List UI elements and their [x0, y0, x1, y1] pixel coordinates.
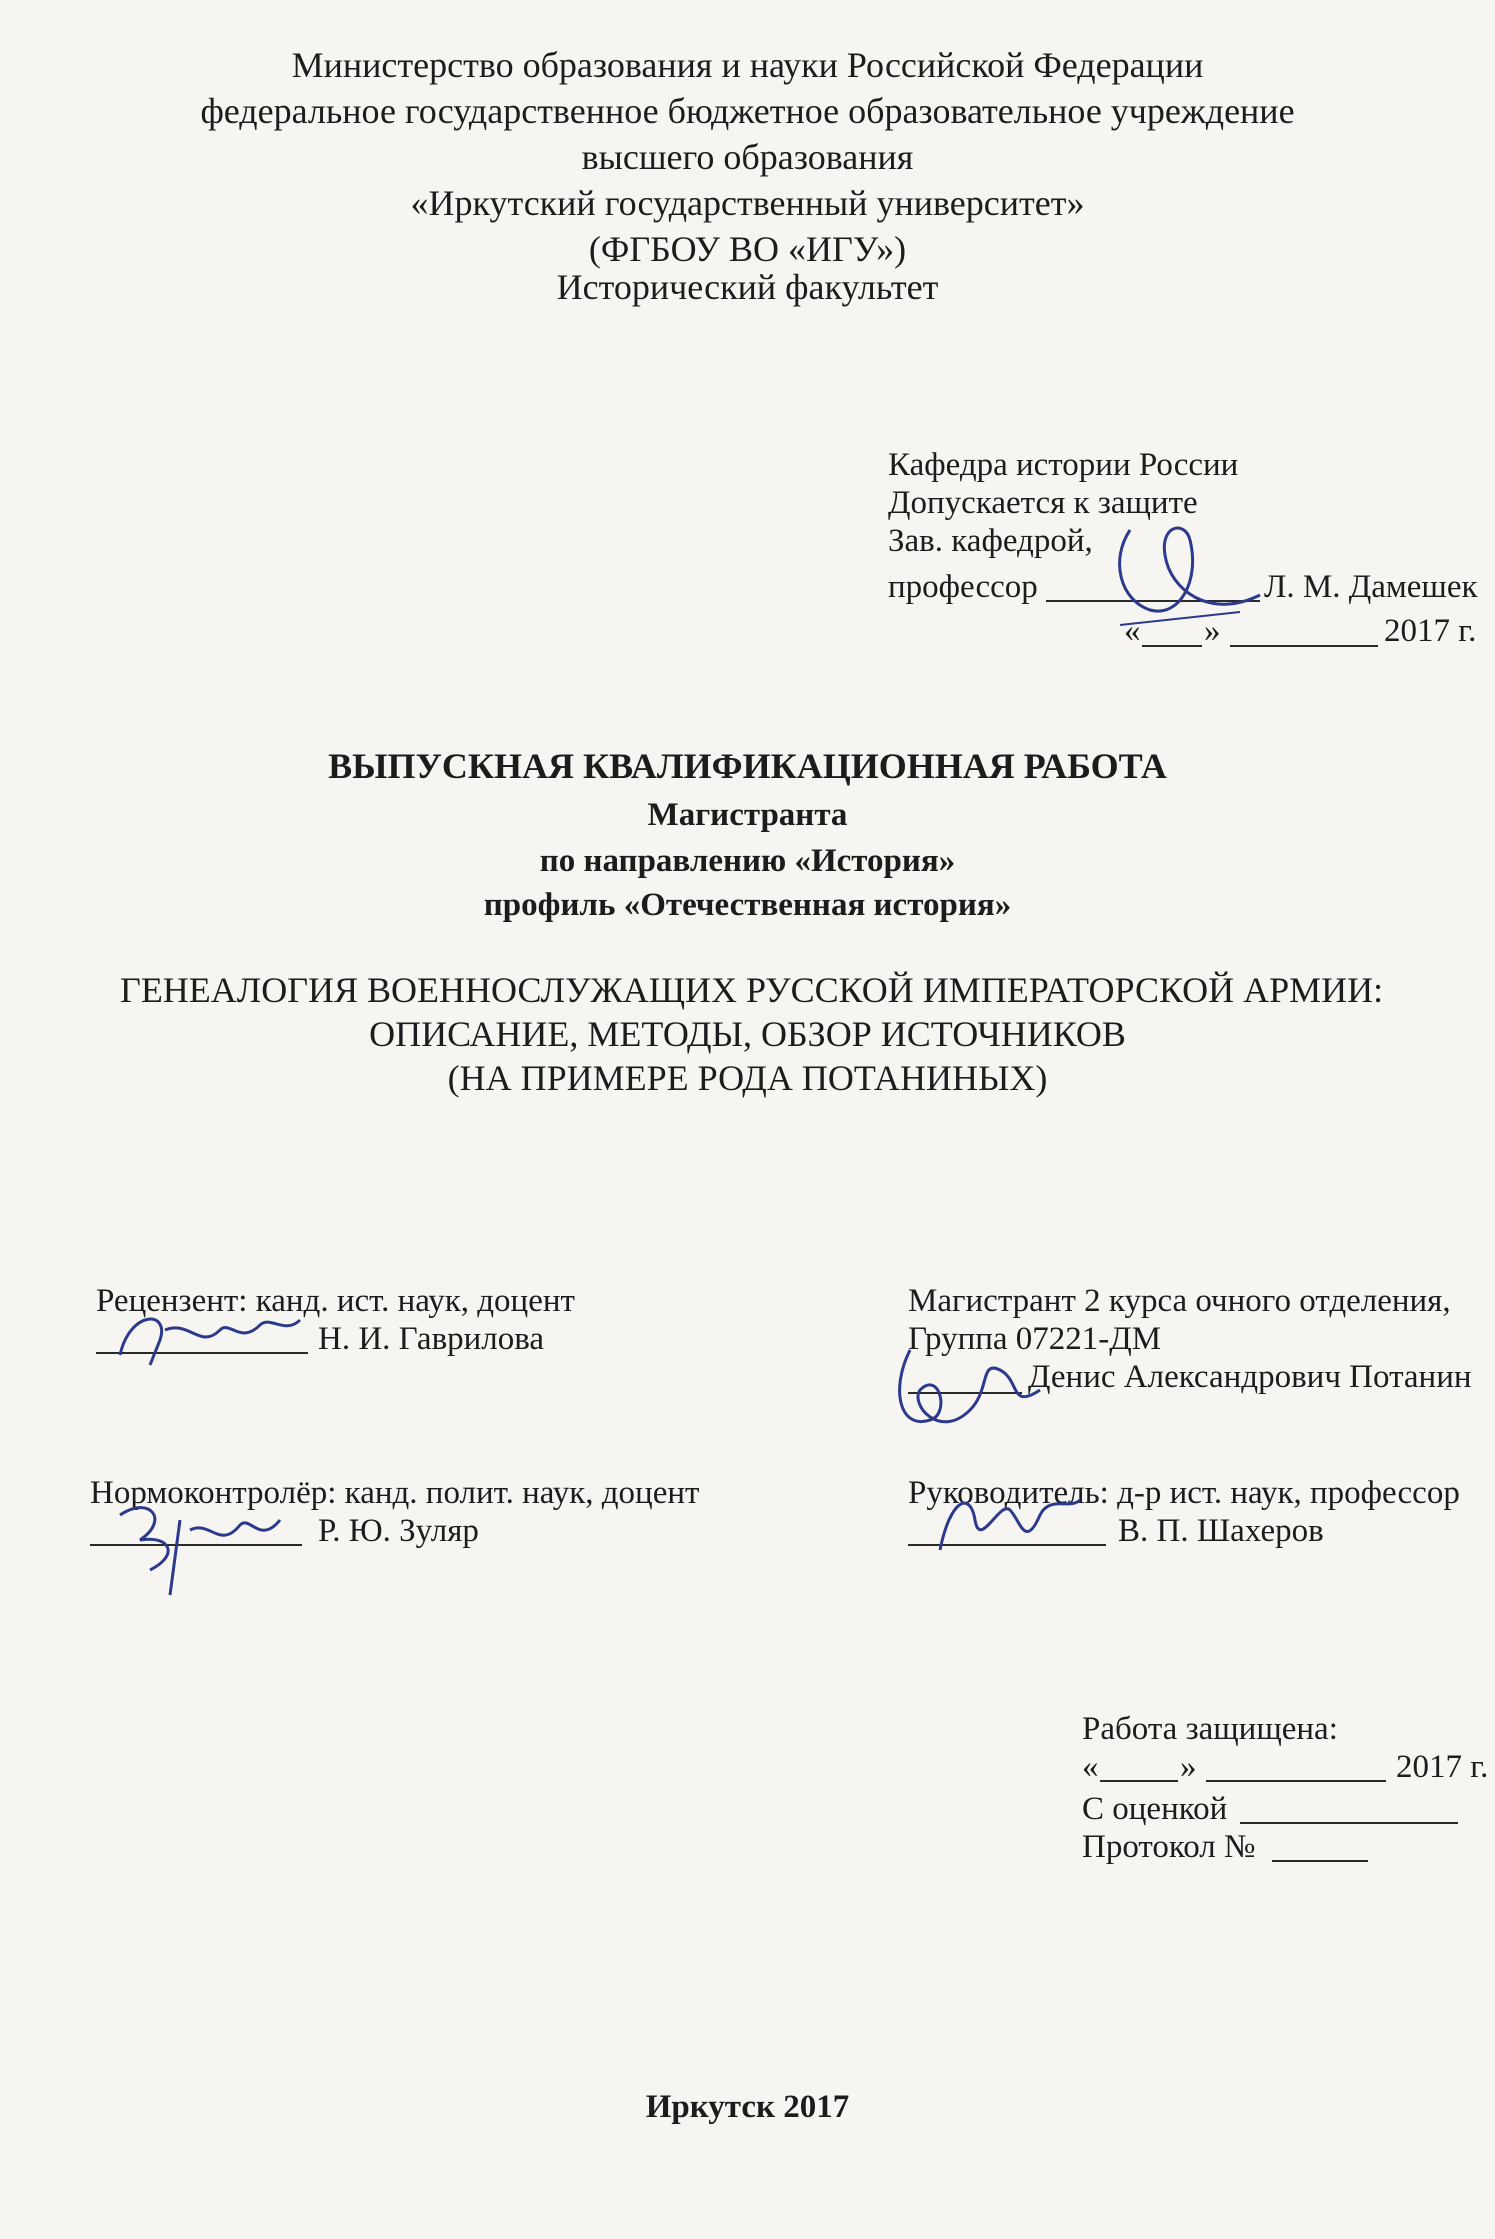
approval-month-line	[1230, 645, 1378, 647]
supervisor-signature-scribble	[930, 1480, 1090, 1560]
defense-date-open-quote: «	[1082, 1749, 1099, 1785]
profile-label: профиль «Отечественная история»	[483, 887, 1012, 923]
normcontrol-label: Нормоконтролёр: канд. полит. наук, доцент	[90, 1475, 700, 1511]
topic-line-2: ОПИСАНИЕ, МЕТОДЫ, ОБЗОР ИСТОЧНИКОВ	[369, 1014, 1126, 1054]
head-position: профессор	[888, 569, 1038, 605]
reviewer-name: Н. И. Гаврилова	[318, 1321, 545, 1357]
approval-day-line	[1142, 645, 1202, 647]
department-name: Кафедра истории России	[888, 447, 1239, 483]
work-type: ВЫПУСКНАЯ КВАЛИФИКАЦИОННАЯ РАБОТА	[328, 746, 1167, 786]
defense-protocol-line	[1272, 1860, 1368, 1862]
student-group: Группа 07221-ДМ	[908, 1321, 1162, 1357]
approval-year: 2017 г.	[1384, 613, 1477, 649]
direction-label: по направлению «История»	[539, 843, 956, 879]
supervisor-name: В. П. Шахеров	[1118, 1513, 1324, 1549]
university-name: «Иркутский государственный университет»	[410, 183, 1085, 223]
student-course-label: Магистрант 2 курса очного отделения,	[908, 1283, 1451, 1319]
defense-month-line	[1206, 1780, 1386, 1782]
university-abbreviation: (ФГБОУ ВО «ИГУ»)	[588, 229, 907, 269]
institution-type-line: федеральное государственное бюджетное образовательное учреждение	[200, 91, 1295, 131]
head-of-department: Зав. кафедрой,	[888, 523, 1093, 559]
supervisor-label: Руководитель: д-р ист. наук, профессор	[908, 1475, 1460, 1511]
reviewer-signature-scribble	[110, 1300, 310, 1370]
topic-line-1: ГЕНЕАЛОГИЯ ВОЕННОСЛУЖАЩИХ РУССКОЙ ИМПЕРАТОРСКОЙ АРМИИ:	[120, 970, 1384, 1010]
approval-date-close-quote: »	[1204, 613, 1221, 649]
topic-line-3: (НА ПРИМЕРЕ РОДА ПОТАНИНЫХ)	[447, 1058, 1048, 1098]
defense-protocol-label: Протокол №	[1082, 1829, 1256, 1865]
defense-date-close-quote: »	[1180, 1749, 1197, 1785]
normcontrol-name: Р. Ю. Зуляр	[318, 1513, 479, 1549]
head-signature-scribble	[1090, 500, 1270, 640]
defense-grade-line	[1240, 1822, 1458, 1824]
student-signature-scribble	[880, 1330, 1050, 1450]
ministry-line: Министерство образования и науки Российской Федерации	[291, 45, 1204, 85]
city-year: Иркутск 2017	[645, 2089, 850, 2125]
reviewer-label: Рецензент: канд. ист. наук, доцент	[96, 1283, 575, 1319]
normcontrol-signature-scribble	[110, 1490, 290, 1600]
head-name: Л. М. Дамешек	[1264, 569, 1478, 605]
degree-label: Магистранта	[647, 797, 848, 833]
defense-day-line	[1100, 1780, 1178, 1782]
education-level-line: высшего образования	[581, 137, 914, 177]
student-name: Денис Александрович Потанин	[1028, 1359, 1472, 1395]
admitted-to-defense: Допускается к защите	[888, 485, 1198, 521]
defense-label: Работа защищена:	[1082, 1711, 1338, 1747]
approval-date-open-quote: «	[1124, 613, 1141, 649]
defense-year: 2017 г.	[1396, 1749, 1489, 1785]
faculty-name: Исторический факультет	[556, 267, 939, 307]
defense-grade-label: С оценкой	[1082, 1791, 1228, 1827]
